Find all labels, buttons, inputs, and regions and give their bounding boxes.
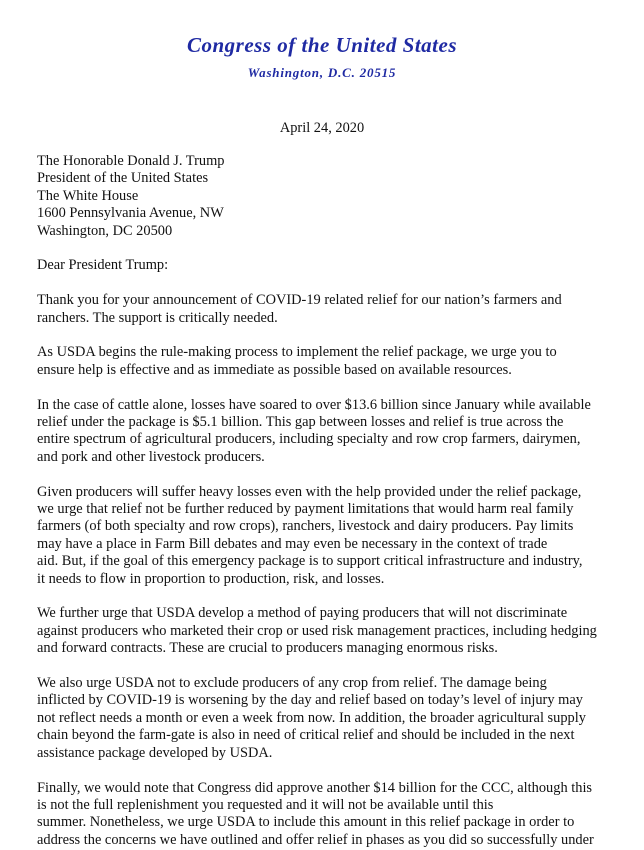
letterhead-title: Congress of the United States [186, 33, 458, 57]
paragraph-cattle-losses [37, 397, 607, 467]
paragraph-line: it needs to flow in proportion to production, risk, and losses. [37, 570, 385, 587]
paragraph-line: against producers who marketed their crop or used risk management practices, including hedging [37, 622, 597, 639]
paragraph-line: not reflect needs a month or even a week from now. In addition, the broader agricultural supply [37, 709, 586, 726]
paragraph-line: we urge that relief not be further reduced by payment limitations that would harm real family [37, 501, 574, 518]
paragraph-line: Given producers will suffer heavy losses even with the help provided under the relief package, [37, 483, 582, 500]
letterhead-address: Washington, D.C. 20515 [247, 65, 397, 80]
paragraph-no-exclusion [37, 675, 607, 762]
paragraph-line: As USDA begins the rule-making process to implement the relief package, we urge you to [37, 344, 557, 361]
paragraph-line: chain beyond the farm-gate is also in need of critical relief and should be included in the next [37, 727, 575, 744]
paragraph-line: ensure help is effective and as immediate as possible based on available resources. [37, 361, 512, 378]
recipient-line: 1600 Pennsylvania Avenue, NW [37, 205, 224, 222]
paragraph-line: aid. But, if the goal of this emergency package is to support critical infrastructure and industry, [37, 553, 583, 570]
paragraph-thanks [37, 292, 607, 327]
recipient-address [37, 153, 607, 240]
recipient-line: The White House [37, 187, 139, 204]
salutation: Dear President Trump: [37, 257, 169, 274]
paragraph-line: address the concerns we have outlined and offer relief in phases as you did so successfully under [37, 831, 594, 848]
paragraph-line: entire spectrum of agricultural producers, including specialty and row crop farmers, dairymen, [37, 431, 581, 448]
paragraph-payment-method [37, 605, 607, 657]
recipient-line: Washington, DC 20500 [37, 222, 173, 239]
recipient-line: The Honorable Donald J. Trump [37, 153, 225, 169]
paragraph-line: Thank you for your announcement of COVID-19 related relief for our nation’s farmers and [37, 292, 562, 309]
paragraph-ccc-funding [37, 780, 607, 850]
paragraph-line: We also urge USDA not to exclude producers of any crop from relief. The damage being [37, 675, 547, 692]
paragraph-line: and forward contracts. These are crucial to producers managing enormous risks. [37, 640, 498, 657]
paragraph-line: is not the full replenishment you requested and it will not be available until this [37, 796, 494, 813]
paragraph-line: assistance package developed by USDA. [37, 744, 273, 761]
recipient-line: President of the United States [37, 170, 209, 187]
letterhead [0, 30, 644, 83]
paragraph-line: and pork and other livestock producers. [37, 448, 265, 465]
paragraph-line: summer. Nonetheless, we urge USDA to include this amount in this relief package in order to [37, 814, 575, 831]
paragraph-line: In the case of cattle alone, losses have soared to over $13.6 billion since January while available [37, 396, 591, 413]
paragraph-line: relief under the package is $5.1 billion. This gap between losses and relief is true across the [37, 414, 564, 431]
paragraph-line: farmers (of both specialty and row crops), ranchers, livestock and dairy producers. Pay limits [37, 518, 574, 535]
paragraph-line: ranchers. The support is critically needed. [37, 309, 278, 326]
paragraph-rulemaking [37, 344, 607, 379]
letter-date: April 24, 2020 [279, 120, 365, 136]
paragraph-line: We further urge that USDA develop a method of paying producers that will not discriminate [37, 605, 568, 622]
paragraph-line: Finally, we would note that Congress did approve another $14 billion for the CCC, although this [37, 779, 593, 796]
paragraph-payment-limits [37, 484, 607, 588]
paragraph-line: may have a place in Farm Bill debates and may even be necessary in the context of trade [37, 535, 548, 552]
paragraph-line: inflicted by COVID-19 is worsening by the day and relief based on today’s level of injury may [37, 692, 583, 709]
letter-body [37, 153, 607, 849]
